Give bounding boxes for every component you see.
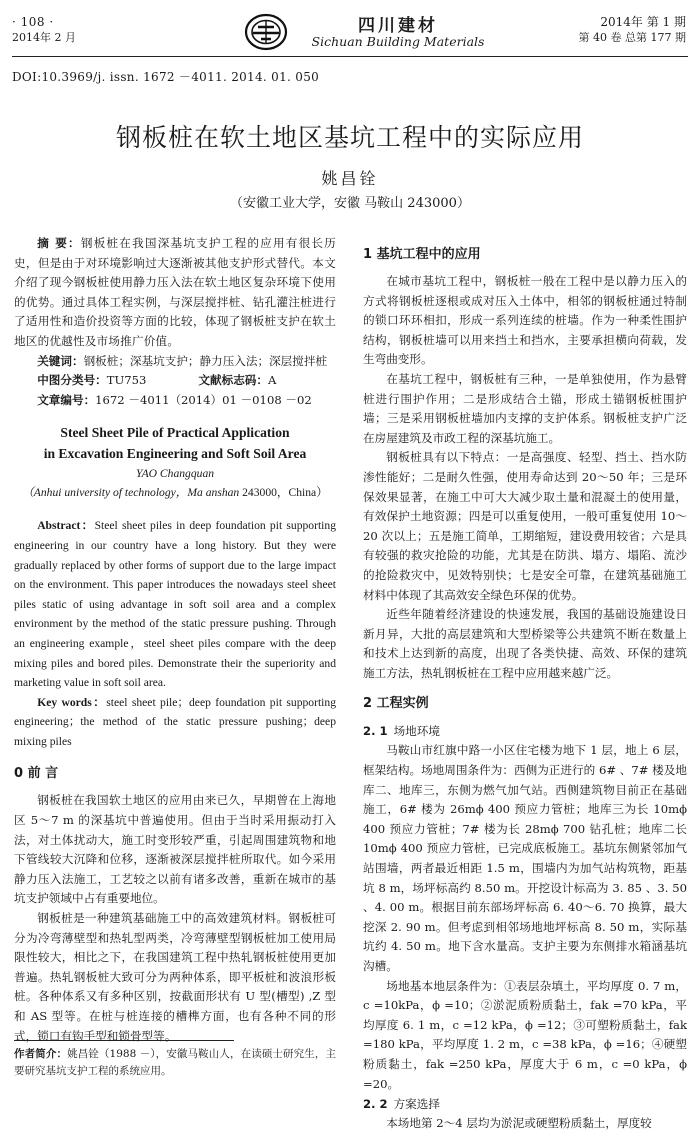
journal-masthead: [244, 10, 514, 54]
subsection-2-2-title: 方案选择: [393, 1097, 440, 1112]
english-author: YAO Changquan: [135, 467, 215, 481]
section-2-heading: 2 工程实例: [363, 696, 429, 712]
subsection-2-1-paragraph-2: 场地基本地层条件为：①表层杂填土，平均厚度 0. 7 m，c =10kPa，ϕ =10；②淤泥质粉质黏土，fak =70 kPa，平均厚度 6. 1 m，c =12 kPa，ϕ =12；③可塑粉质黏土，fak =180 kPa，平均厚度 1. 2 m，c =38 kPa，ϕ =16；④硬塑粉质黏土，fak =250 kPa，厚度大于 6 m，c =0 kPa，ϕ =20。: [363, 978, 687, 1091]
doccode-value: A: [267, 373, 277, 388]
english-abstract: [14, 516, 336, 692]
subsection-2-2-heading: [363, 1094, 687, 1114]
year-issue: 2014年 第 1 期: [600, 15, 686, 29]
subsection-2-2-number: 2. 2: [363, 1097, 388, 1112]
abstract-text-cn: 钢板桩在我国深基坑支护工程的应用有很长历史，但是由于对环境影响过大逐渐被其他支护形式替代。本文介绍了现今钢板桩使用静力压入法在软土地区复杂环境下使用的优势。通过具体工程实例，与深层搅拌桩、钻孔灌注桩进行了适用性和造价投资等方面的比较，体现了钢板桩支护在软土地区的优越性及市场推广价值。: [14, 236, 336, 348]
english-affiliation: [14, 483, 336, 502]
english-title-line-2: in Excavation Engineering and Soft Soil Area: [43, 446, 307, 462]
running-header-right: [579, 14, 686, 46]
english-keywords: [14, 693, 336, 752]
doi[interactable]: DOI:10.3969/j. issn. 1672 －4011. 2014. 01. 050: [12, 70, 320, 84]
header-rule: [12, 56, 688, 57]
section-1-paragraph-1: 在城市基坑工程中，钢板桩一般在工程中是以静力压入的方式将钢板桩逐根或成对压入土体中，相邻的钢板桩通过特制的锁口环环相扣，形成一系列连续的桩墙。作为一种柔性围护结构，钢板桩墙可以用来挡土和挡水，主要承担横向荷载，发生弯曲变形。: [363, 274, 687, 367]
author-affiliation: （安徽工业大学，安徽 马鞍山 243000）: [230, 196, 470, 211]
subsection-2-2-paragraph-1: 本场地第 2～4 层均为淤泥或硬塑粉质黏土，厚度较: [386, 1116, 652, 1131]
clc-label: 中图分类号：: [37, 373, 107, 388]
keywords-text-cn: 钢板桩；深基坑支护；静力压入法；深层搅拌桩: [83, 353, 328, 368]
article-no-label: 文章编号：: [37, 392, 96, 407]
running-header-left: [12, 14, 76, 46]
volume-info: 第 40 卷 总第 177 期: [578, 31, 686, 44]
keywords-label-en: Key words：: [37, 695, 107, 709]
keywords-label-cn: 关键词：: [37, 353, 84, 368]
article-number-line: [14, 391, 336, 411]
issue-date: 2014年 2 月: [12, 31, 76, 44]
chinese-abstract: [14, 234, 336, 352]
english-title-line-1: Steel Sheet Pile of Practical Application: [60, 425, 290, 441]
abstract-text-en: Steel sheet piles in deep foundation pit supporting engineering in our country have a long history. But they were gradually replaced by other forms of support due to the large impact on the environment. This paper introduces the nowadays steel sheet piles static of using advantage in soft soil area and a complex environment by the method of the static pressure pushing. Through an engineering example，steel sheet piles compare with the deep mixing piles and bored piles. Demonstrate their the superiority and marketing value in soft soil area.: [14, 519, 336, 690]
article-no-value: 1672 －4011（2014）01 －0108 －02: [95, 392, 312, 407]
english-title: [14, 422, 336, 464]
subsection-2-1-heading: [363, 721, 687, 741]
journal-logo-icon: [244, 12, 288, 52]
section-0-paragraph-1: 钢板桩在我国软土地区的应用由来已久，早期曾在上海地区 5～7 m 的深基坑中普遍使用。但由于当时采用振动打入法，对土体扰动大，施工时变形较严重，引起周围建筑物和地下管线较大沉降和位移，逐渐被深层搅拌桩所取代。如今采用静力压入法施工，工艺较之以前有诸多改善，重新在城市的基坑支护领域中占有重要地位。: [14, 793, 336, 906]
chinese-keywords: [14, 352, 336, 372]
footnote-label: 作者简介：: [14, 1048, 68, 1060]
author-name: 姚昌铨: [321, 169, 379, 188]
keywords-text-en: steel sheet pile；deep foundation pit supporting engineering；the method of the static pressure pushing；deep mixing piles: [14, 695, 336, 748]
footnote-rule: [14, 1040, 234, 1041]
clc-value: TU753: [106, 373, 147, 388]
article-title: 钢板桩在软土地区基坑工程中的实际应用: [115, 123, 584, 152]
subsection-2-1-title: 场地环境: [393, 724, 440, 739]
subsection-2-1-paragraph-1: 马鞍山市红旗中路一小区住宅楼为地下 1 层，地上 6 层，框架结构。场地周围条件为：西侧为正进行的 6# 、7# 楼及地库二、地库三，东侧为燃气加气站。西侧建筑物目前正在基础施工，6# 楼为 26mϕ 400 预应力管桩；地库三为长 10mϕ 400 预应力管桩；7# 楼为长 28mϕ 700 钻孔桩；地库二长 10mϕ 400 预应力管桩，已完成底板施工。基坑东侧紧邻加气站围墙，两者最近相距 1.5 m，围墙内为加气站构筑物，距基坑 8 m，场坪标高约 8.50 m。开挖设计标高为 3. 85 、3. 50 、4. 00 m。根据目前东部场坪标高 6. 40～6. 70 换算，最大挖深 2. 90 m。但考虑到相邻场地地坪标高 8. 50 m，实际基坑约 4. 50 m。地下含水量高。支护主要为东侧排水箱涵基坑沟槽。: [363, 743, 687, 973]
page-number: · 108 ·: [12, 15, 54, 29]
section-1-heading: 1 基坑工程中的应用: [363, 247, 481, 262]
section-1-paragraph-4: 近些年随着经济建设的快速发展，我国的基础设施建设日新月异，大批的高层建筑和大型桥梁等公共建筑不断在数量上和技术上达到新的高度，出现了各类快捷、高效、环保的建筑施工方法，热轧钢板桩在工程中应用越来越广泛。: [363, 607, 687, 680]
doccode-label: 文献标志码：: [198, 373, 268, 388]
subsection-2-1-number: 2. 1: [363, 724, 388, 739]
left-column: [14, 234, 336, 1046]
section-0-paragraph-2: 钢板桩是一种建筑基础施工中的高效建筑材料。钢板桩可分为冷弯薄壁型和热轧型两类，冷弯薄壁型钢板桩加工使用局限性较大，相比之下，在我国建筑工程中热轧钢板桩使用更加普遍。热轧钢板桩大致可分为两种体系，即平板桩和波浪形板桩。各种体系又有多种区别，按截面形状有 U 型(槽型) ,Z 型和 AS 型等。在桩与桩连接的槽榫方面，也有各种不同的形式，锁口有钩手型和锁骨型等。: [14, 911, 336, 1043]
right-column: [363, 244, 687, 1134]
english-affiliation-italic: （Anhui university of technology，Ma anshan: [22, 486, 240, 500]
journal-name-en: Sichuan Building Materials: [311, 34, 485, 49]
abstract-label-en: Abstract：: [37, 519, 95, 533]
abstract-label-cn: 摘 要：: [37, 236, 81, 250]
author-footnote: [14, 1046, 336, 1080]
section-0-heading: 0 前 言: [14, 766, 59, 782]
section-1-paragraph-2: 在基坑工程中，钢板桩有三种，一是单独使用，作为悬臂桩进行围护作用；二是形成结合土锚，形成土锚钢板桩围护墙；三是采用钢板桩墙加内支撑的支护体系。钢板桩支护广泛在房屋建筑及市政工程的深基坑施工。: [363, 371, 687, 445]
classification-line: [14, 371, 336, 391]
english-affiliation-rest: 243000，China）: [239, 486, 328, 500]
footnote-text: 姚昌铨（1988 －），安徽马鞍山人，在读硕士研究生，主要研究基坑支护工程的系统应用。: [14, 1048, 337, 1077]
section-1-paragraph-3: 钢板桩具有以下特点：一是高强度、轻型、挡土、挡水防渗性能好；二是耐久性强，使用寿命达到 20～50 年；三是环保效果显著，在施工中可大大减少取土量和混凝土的使用量，有效保护土地资源；四是可以重复使用，一般可重复使用 10～20 次以上；五是施工简单，工期缩短，建设费用较省；六是具有较强的救灾抢险的功能，尤其是在防洪、塌方、塌陷、流沙的抢险救灾中，见效特别快；七是安全可靠，在建筑基础施工材料中体现了其高效安全绿色环保的优势。: [363, 450, 687, 602]
journal-name-cn: 四川建材: [358, 16, 438, 36]
